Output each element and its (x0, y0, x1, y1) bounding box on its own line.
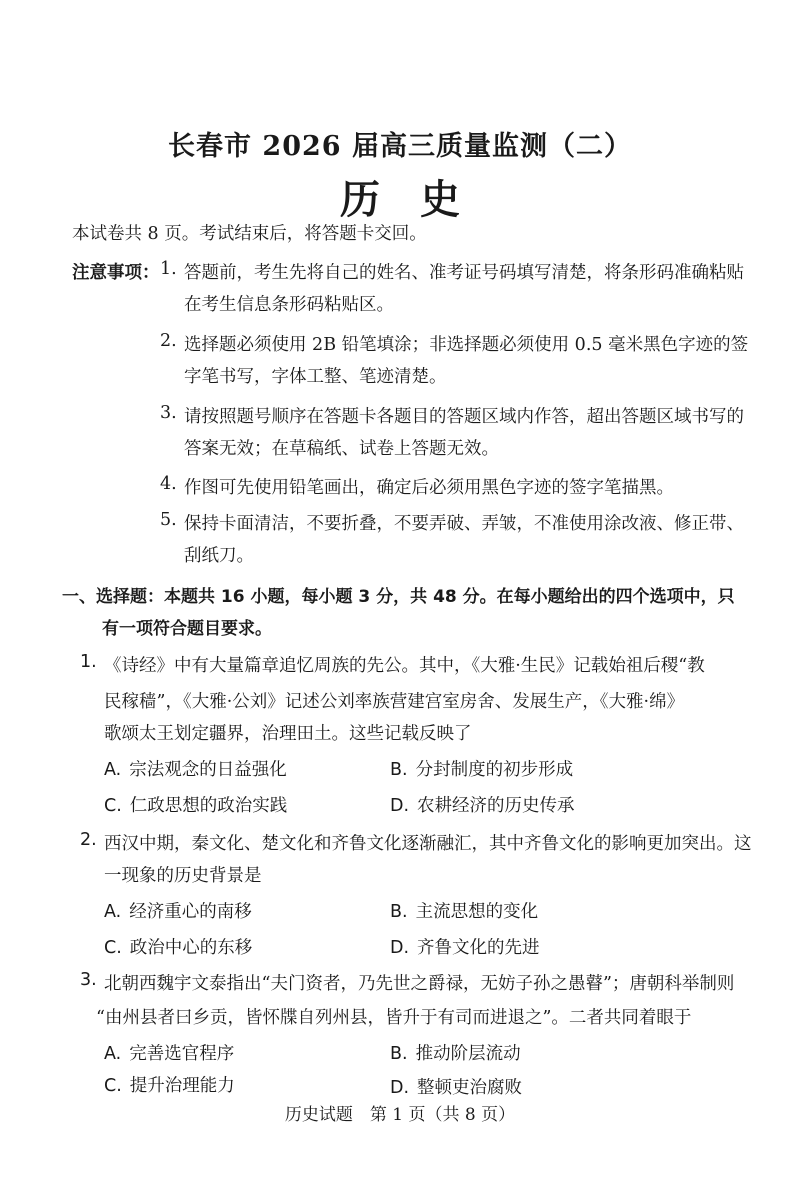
exam-title: 长春市 2026 届高三质量监测（二） (168, 131, 632, 162)
option-text: 提升治理能力 (129, 1076, 235, 1096)
option-text: 主流思想的变化 (415, 902, 539, 922)
option-text: 农耕经济的历史传承 (417, 796, 575, 816)
option-a (104, 756, 287, 781)
notice-label: 注意事项： (72, 263, 160, 283)
question-stem-line: 西汉中期，秦文化、楚文化和齐鲁文化逐渐融汇，其中齐鲁文化的影响更加突出。这 (104, 834, 752, 854)
notice-item-line: 选择题必须使用 2B 铅笔填涂；非选择题必须使用 0.5 毫米黑色字迹的签 (184, 335, 749, 355)
question-number: 1. (80, 652, 97, 672)
notice-item-line: 作图可先使用铅笔画出，确定后必须用黑色字迹的签字笔描黑。 (184, 478, 674, 498)
option-letter: D. (390, 938, 410, 958)
option-letter: A. (104, 1044, 122, 1064)
option-text: 政治中心的东移 (129, 938, 253, 958)
question-stem-line: 《诗经》中有大量篇章追忆周族的先公。其中，《大雅·生民》记载始祖后稷“教 (104, 656, 705, 676)
option-d (390, 1074, 522, 1099)
option-letter: B. (390, 902, 408, 922)
option-text: 齐鲁文化的先进 (417, 938, 540, 958)
option-letter: A. (104, 902, 122, 922)
page-footer: 历史试题 第 1 页（共 8 页） (284, 1105, 516, 1125)
option-c (104, 792, 287, 817)
question-stem-line: 一现象的历史背景是 (104, 866, 262, 886)
section-heading-cont: 有一项符合题目要求。 (102, 619, 272, 639)
option-b (390, 898, 538, 923)
option-text: 完善选官程序 (129, 1044, 235, 1064)
notice-item-line: 答案无效；在草稿纸、试卷上答题无效。 (184, 439, 499, 459)
option-letter: D. (390, 1078, 410, 1098)
option-text: 推动阶层流动 (415, 1044, 521, 1064)
option-c (104, 1072, 235, 1097)
exam-intro: 本试卷共 8 页。考试结束后，将答题卡交回。 (72, 224, 427, 244)
question-stem-line: 民稼穑”，《大雅·公刘》记述公刘率族营建宫室房舍、发展生产，《大雅·绵》 (104, 692, 685, 712)
notice-item-number: 3. (160, 403, 177, 423)
notice-item-number: 4. (160, 474, 177, 494)
notice-item-line: 刮纸刀。 (184, 546, 254, 566)
option-d (390, 792, 575, 817)
notice-item-line: 在考生信息条形码粘贴区。 (184, 295, 394, 315)
option-b (390, 756, 573, 781)
option-c (104, 934, 252, 959)
option-letter: C. (104, 938, 122, 958)
option-letter: B. (390, 1044, 408, 1064)
notice-item-line: 答题前，考生先将自己的姓名、准考证号码填写清楚，将条形码准确粘贴 (184, 263, 744, 283)
option-text: 宗法观念的日益强化 (129, 760, 287, 780)
notice-item-number: 5. (160, 510, 177, 530)
option-d (390, 934, 540, 959)
notice-item-number: 1. (160, 259, 177, 279)
subject-title: 历史 (340, 176, 500, 223)
option-text: 整顿吏治腐败 (417, 1078, 523, 1098)
option-letter: B. (390, 760, 408, 780)
option-a (104, 1040, 234, 1065)
option-text: 经济重心的南移 (129, 902, 252, 922)
option-text: 仁政思想的政治实践 (129, 796, 288, 816)
option-letter: C. (104, 796, 122, 816)
notice-item-line: 请按照题号顺序在答题卡各题目的答题区域内作答，超出答题区域书写的 (184, 407, 744, 427)
option-letter: C. (104, 1076, 122, 1096)
option-b (390, 1040, 521, 1065)
notice-item-line: 字笔书写，字体工整、笔迹清楚。 (184, 367, 447, 387)
option-text: 分封制度的初步形成 (415, 760, 574, 780)
notice-item-number: 2. (160, 331, 177, 351)
section-heading: 一、选择题：本题共 16 小题，每小题 3 分，共 48 分。在每小题给出的四个选项中，只 (62, 587, 735, 607)
question-stem-line: 北朝西魏宇文泰指出“夫门资者，乃先世之爵禄，无妨子孙之愚瞽”；唐朝科举制则 (104, 974, 735, 994)
option-a (104, 898, 252, 923)
option-letter: D. (390, 796, 410, 816)
question-stem-line: “由州县者曰乡贡，皆怀牒自列州县，皆升于有司而进退之”。二者共同着眼于 (96, 1008, 692, 1028)
question-stem-line: 歌颂太王划定疆界，治理田土。这些记载反映了 (104, 724, 472, 744)
notice-item-line: 保持卡面清洁，不要折叠，不要弄破、弄皱，不准使用涂改液、修正带、 (184, 514, 744, 534)
option-letter: A. (104, 760, 122, 780)
question-number: 2. (80, 830, 97, 850)
question-number: 3. (80, 970, 97, 990)
